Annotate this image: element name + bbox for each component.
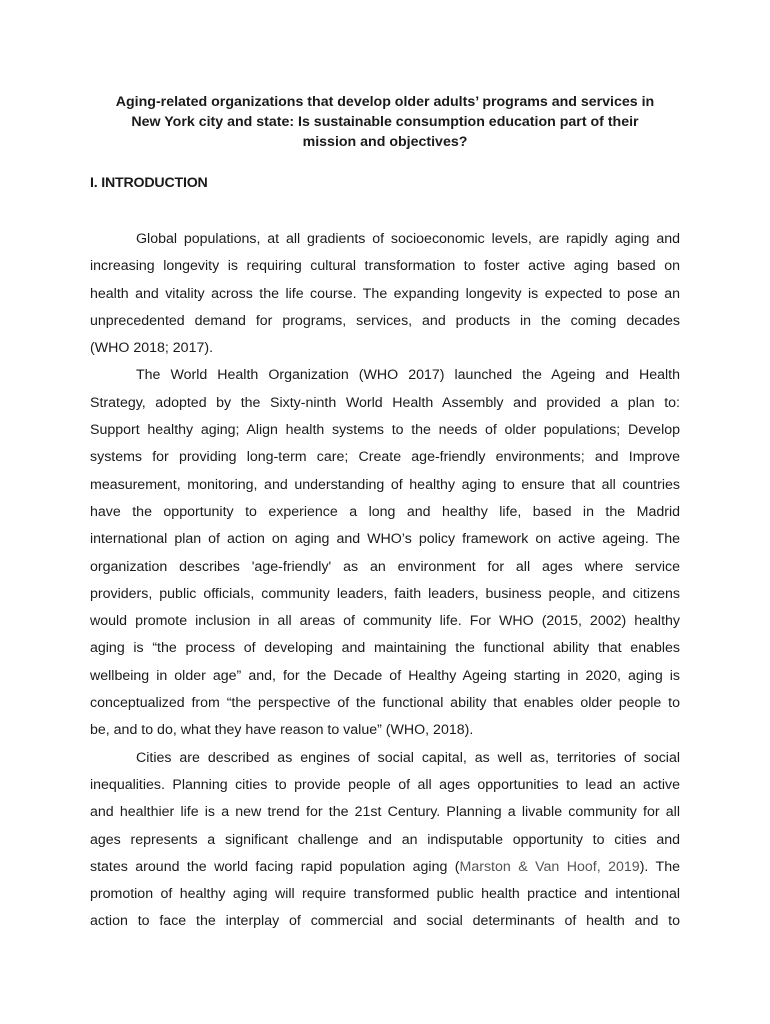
text-line: international plan of action on aging and WHO’s policy framework on active ageing. The xyxy=(90,531,680,548)
text-line: unprecedented demand for programs, services, and products in the coming decades xyxy=(90,312,680,329)
text-line: health and vitality across the life course. The expanding longevity is expected to pose an xyxy=(90,285,680,302)
text-line: ages represents a significant challenge and an indisputable opportunity to cities and xyxy=(90,831,680,848)
text-line: Global populations, at all gradients of socioeconomic levels, are rapidly aging and xyxy=(136,231,680,247)
text-line-with-citation xyxy=(90,854,680,881)
text-fragment: states around the world facing rapid population aging ( xyxy=(90,858,460,875)
text-line: providers, public officials, community leaders, faith leaders, business people, and citizens xyxy=(90,585,680,602)
text-line: The World Health Organization (WHO 2017) launched the Ageing and Health xyxy=(136,367,680,384)
text-line: wellbeing in older age” and, for the Decade of Healthy Ageing starting in 2020, aging is xyxy=(90,667,680,684)
text-line: have the opportunity to experience a long and healthy life, based in the Madrid xyxy=(90,503,680,520)
text-line: Support healthy aging; Align health systems to the needs of older populations; Develop xyxy=(90,422,680,439)
text-line: Cities are described as engines of social capital, as well as, territories of social xyxy=(136,749,680,766)
text-line: action to face the interplay of commercial and social determinants of health and to xyxy=(90,913,680,930)
paragraph-2 xyxy=(90,362,680,744)
citation-link[interactable]: Marston & Van Hoof, 2019 xyxy=(459,858,640,875)
section-heading: I. INTRODUCTION xyxy=(90,175,208,191)
text-line: (WHO 2018; 2017). xyxy=(90,340,214,357)
title-line: mission and objectives? xyxy=(302,134,468,150)
body-text xyxy=(90,226,680,936)
title-line: New York city and state: Is sustainable consumption education part of their xyxy=(131,114,639,130)
text-line: organization describes 'age-friendly' as an environment for all ages where service xyxy=(90,558,680,575)
paper-title xyxy=(90,92,680,152)
document-page xyxy=(90,92,680,936)
text-line: aging is “the process of developing and maintaining the functional ability that enables xyxy=(90,640,680,657)
paragraph-3 xyxy=(90,745,680,936)
paragraph-1 xyxy=(90,226,680,362)
text-line: systems for providing long-term care; Create age-friendly environments; and Improve xyxy=(90,449,680,466)
text-line: measurement, monitoring, and understanding of healthy aging to ensure that all countries xyxy=(90,476,680,493)
text-line: conceptualized from “the perspective of the functional ability that enables older people to xyxy=(90,695,680,712)
text-line: and healthier life is a new trend for the 21st Century. Planning a livable community for all xyxy=(90,804,680,821)
text-line: would promote inclusion in all areas of community life. For WHO (2015, 2002) healthy xyxy=(90,613,680,630)
text-line: promotion of healthy aging will require transformed public health practice and intentional xyxy=(90,886,680,903)
title-line: Aging-related organizations that develop older adults’ programs and services in xyxy=(115,94,655,110)
text-fragment: ). The xyxy=(639,858,680,875)
text-line: increasing longevity is requiring cultural transformation to foster active aging based on xyxy=(90,258,680,275)
text-line: Strategy, adopted by the Sixty-ninth World Health Assembly and provided a plan to: xyxy=(90,394,680,411)
text-line: be, and to do, what they have reason to value” (WHO, 2018). xyxy=(90,722,474,739)
text-line: inequalities. Planning cities to provide people of all ages opportunities to lead an active xyxy=(90,776,680,793)
